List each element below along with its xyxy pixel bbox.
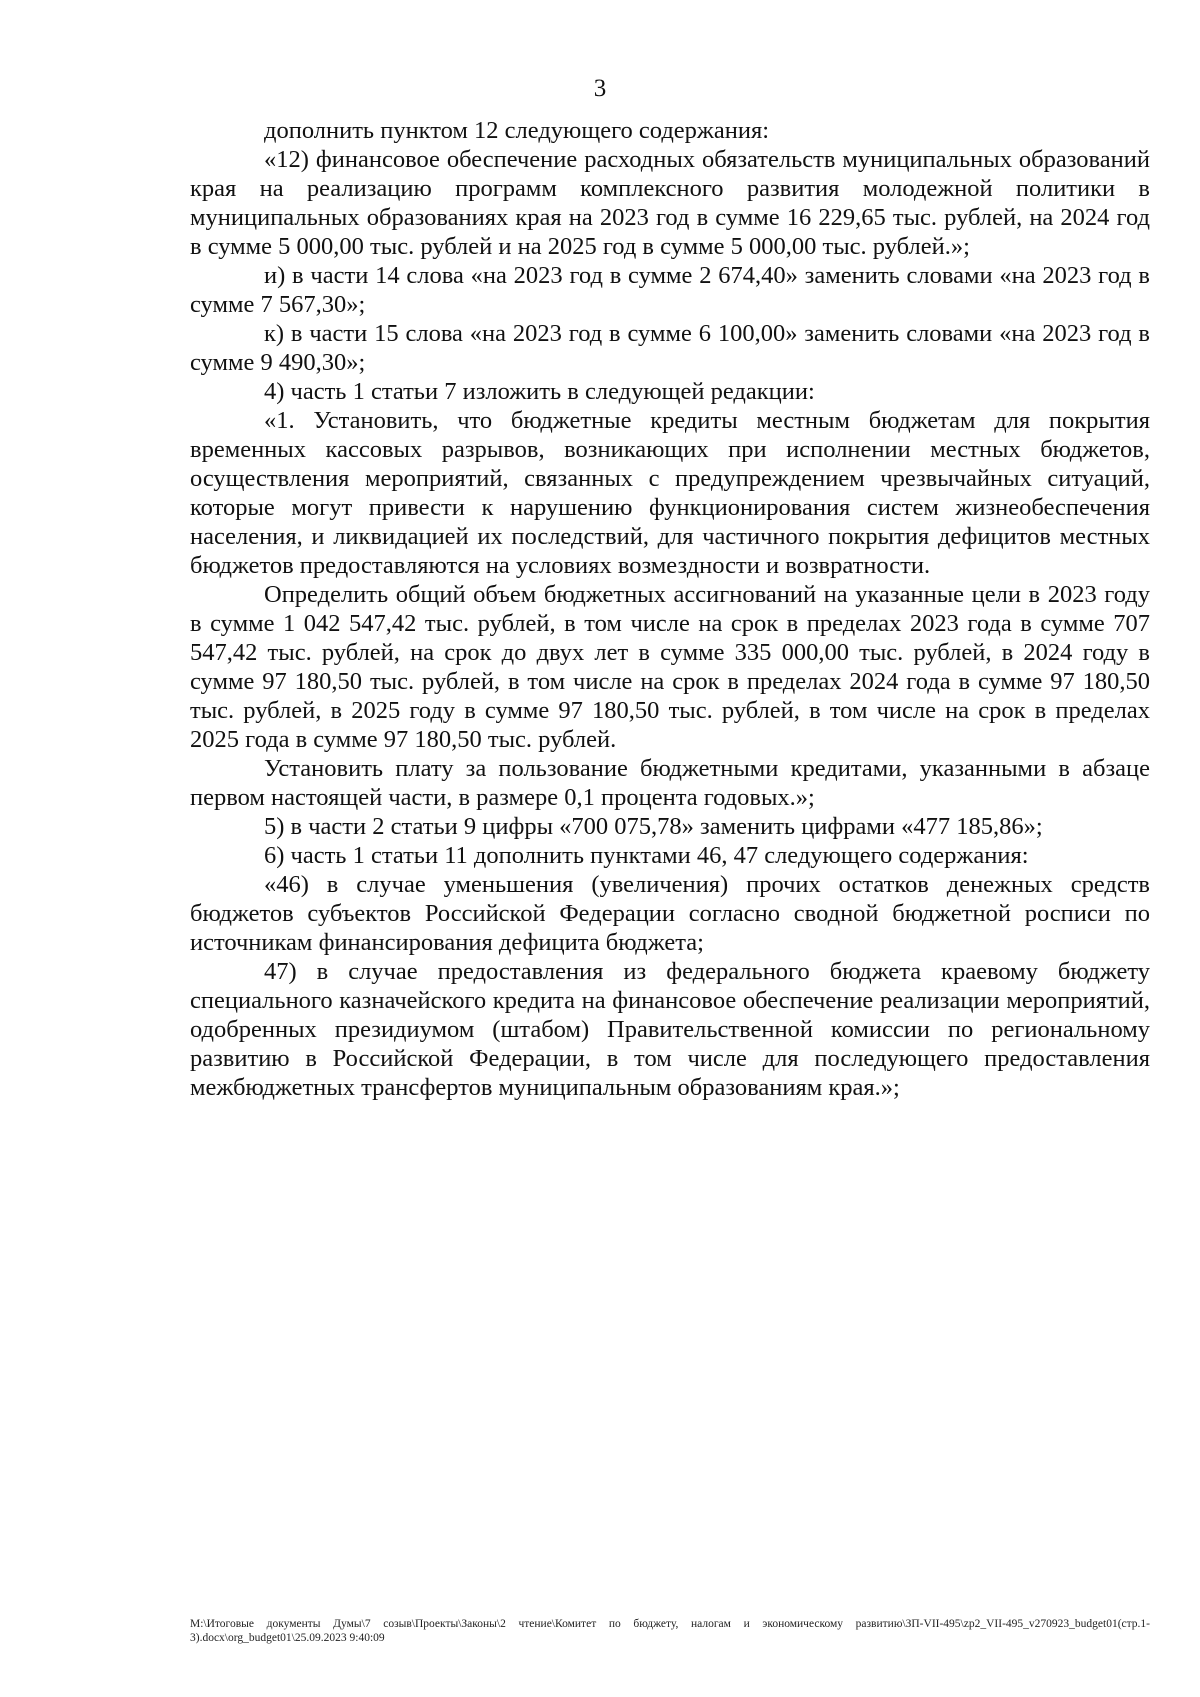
paragraph-part-14-amendment: и) в части 14 слова «на 2023 год в сумме 2 674,40» заменить словами «на 2023 год в сумме 7 567,30»; xyxy=(190,262,1150,318)
paragraph-supplement-item-12-intro: дополнить пунктом 12 следующего содержания: xyxy=(264,117,770,144)
paragraph-budget-credits: «1. Установить, что бюджетные кредиты местным бюджетам для покрытия временных кассовых разрывов, возникающих при исполнении местных бюджетов, осуществления мероприятий, связанных с предупреждением чрезвычайных ситуаций, которые могут привести к нарушению функционирования систем жизнеобеспечения населения, и ликвидацией их последствий, для частичного покрытия дефицитов местных бюджетов предоставляются на условиях возмездности и возвратности. xyxy=(190,407,1150,579)
paragraph-part-15-amendment: к) в части 15 слова «на 2023 год в сумме 6 100,00» заменить словами «на 2023 год в сумме 9 490,30»; xyxy=(190,320,1150,376)
paragraph-item-46: «46) в случае уменьшения (увеличения) прочих остатков денежных средств бюджетов субъектов Российской Федерации согласно сводной бюджетной росписи по источникам финансирования дефицита бюджета; xyxy=(190,871,1150,956)
page-number: 3 xyxy=(593,75,607,102)
paragraph-article-9-amendment: 5) в части 2 статьи 9 цифры «700 075,78» заменить цифрами «477 185,86»; xyxy=(264,813,1043,840)
paragraph-item-12-youth-policy: «12) финансовое обеспечение расходных обязательств муниципальных образований края на реализацию программ комплексного развития молодежной политики в муниципальных образованиях края на 2023 год в сумме 16 229,65 тыс. рублей, на 2024 год в сумме 5 000,00 тыс. рублей и на 2025 год в сумме 5 000,00 тыс. рублей.»; xyxy=(190,146,1150,260)
paragraph-budget-allocations: Определить общий объем бюджетных ассигнований на указанные цели в 2023 году в сумме 1 042 547,42 тыс. рублей, в том числе на срок в пределах 2023 года в сумме 707 547,42 тыс. рублей, на срок до двух лет в сумме 335 000,00 тыс. рублей, в 2024 году в сумме 97 180,50 тыс. рублей, в том числе на срок в пределах 2024 года в сумме 97 180,50 тыс. рублей, в 2025 году в сумме 97 180,50 тыс. рублей, в том числе на срок в пределах 2025 года в сумме 97 180,50 тыс. рублей. xyxy=(190,581,1150,753)
paragraph-item-47: 47) в случае предоставления из федерального бюджета краевому бюджету специального казначейского кредита на финансовое обеспечение реализации мероприятий, одобренных президиумом (штабом) Правительственной комиссии по региональному развитию в Российской Федерации, в том числе для последующего предоставления межбюджетных трансфертов муниципальным образованиям края.»; xyxy=(190,958,1150,1101)
paragraph-credit-fee: Установить плату за пользование бюджетными кредитами, указанными в абзаце первом настоящей части, в размере 0,1 процента годовых.»; xyxy=(190,755,1150,811)
paragraph-article-7-intro: 4) часть 1 статьи 7 изложить в следующей редакции: xyxy=(264,378,815,405)
file-path-footer: M:\Итоговые документы Думы\7 созыв\Проекты\Законы\2 чтение\Комитет по бюджету, налогам и экономическому развитию\ЗП-VII-495\zp2_VII-495_v270923_budget01(стр.1-3).docx\org_budget01\25.09.2023 9:40:09 xyxy=(190,1618,1150,1644)
paragraph-article-11-intro: 6) часть 1 статьи 11 дополнить пунктами 46, 47 следующего содержания: xyxy=(264,842,1029,869)
document-body xyxy=(190,116,1150,1102)
